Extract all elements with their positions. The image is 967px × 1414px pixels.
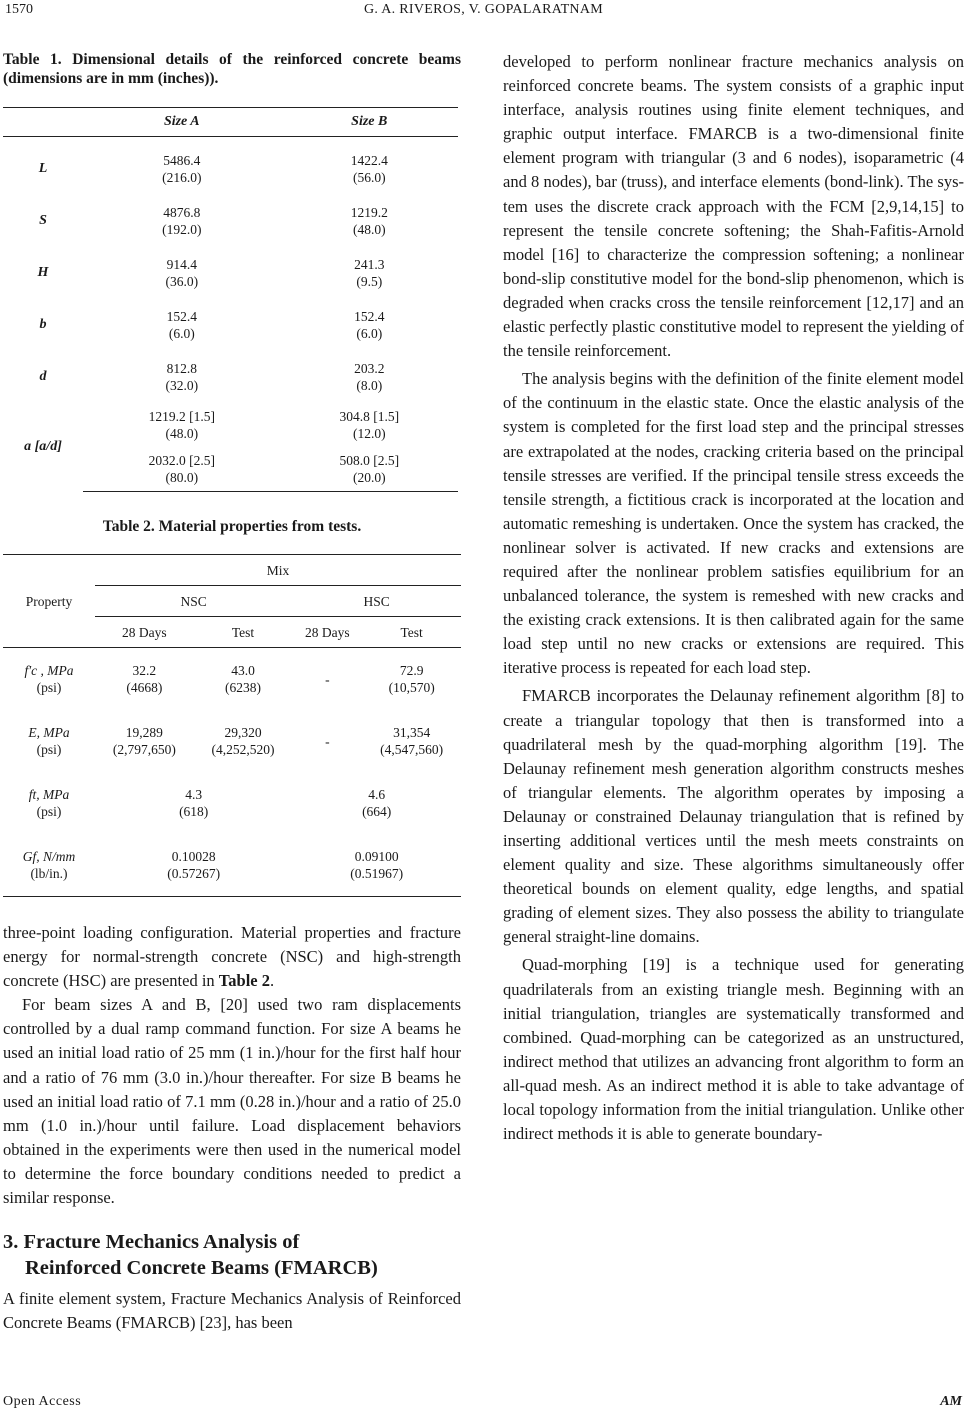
table2-property-header: Property — [3, 555, 95, 648]
table1-caption: Table 1. Dimensional details of the reinforced concrete beams (dimensions are in mm (inches)). — [3, 51, 461, 87]
table2-cell: 29,320 (4,252,520) — [211, 725, 275, 757]
table2-prop-ft: ft, MPa (psi) — [28, 787, 70, 819]
table2-caption: Table 2. Material properties from tests. — [102, 518, 362, 535]
table2-cell: - — [325, 671, 330, 687]
table2-sub-header: 28 Days — [95, 617, 194, 648]
table2 — [3, 554, 461, 897]
table1-cell: 2032.0 [2.5] (80.0) — [83, 447, 281, 492]
table1-row-label: H — [37, 265, 49, 280]
table2-row — [3, 834, 461, 897]
table1-cell: 203.2 (8.0) — [354, 361, 385, 393]
right-column — [503, 50, 964, 1146]
table2-hsc-header: HSC — [292, 586, 461, 617]
table2-cell: 31,354 (4,547,560) — [380, 725, 444, 757]
right-paragraph-1: developed to perform nonlinear fracture mechanics analysis on reinforced concrete beams. The system consists of a graphic input interface, analysis routines using finite element techniques, and graphic output interface. FMARCB is a two-dimensional finite element program with triangular (3 and 6 nodes), isoparametric (4 and 8 nodes), bar (truss), and interface elements (bond-link). The system uses the discrete crack approach with the FCM [2,9,14,15] to represent the tensile concrete softening; the Shah-Fafitis-Arnold model [16] to characterize the compression softening; a nonlinear bond-slip constitutive model for the bond-slip phenomenon, which is degraded when cracks cross the tensile reinforcement [12,17] and an elastic perfectly plastic constitutive model to represent the yielding of the tensile reinforcement. — [503, 52, 964, 361]
table1-col-size-a: Size A — [83, 108, 281, 137]
table1-row-label: d — [39, 369, 47, 384]
table1-cell: 508.0 [2.5] (20.0) — [281, 447, 458, 492]
table2-nsc-header: NSC — [95, 586, 292, 617]
table2-prop-gf: Gf, N/mm (lb/in.) — [3, 834, 95, 897]
footer-journal: AM — [940, 1394, 962, 1409]
table2-cell: - — [325, 733, 330, 749]
table2-sub-header: Test — [194, 617, 293, 648]
right-paragraph-4: Quad-morphing [19] is a technique used for generating quadrilaterals from an existing triangle mesh. Beginning with an initial triangulation, triangles are systematically transformed and combined. Quad-morphing can be categorized as an unstructured, indirect method that utilizes an advancing front algorithm to form an all-quad mesh. As an indirect method it is able to take advantage of local topology information from the initial triangulation. Unlike other indirect methods it is able to generate boundary- — [503, 955, 964, 1144]
table1-row — [3, 299, 458, 351]
table1-row — [3, 351, 458, 403]
page-number: 1570 — [5, 2, 33, 17]
table2-prop-e: E, MPa (psi) — [28, 725, 70, 757]
table2-cell: 0.09100 (0.51967) — [292, 834, 461, 897]
table2-mix-header: Mix — [95, 555, 461, 586]
table2-cell: 19,289 (2,797,650) — [112, 725, 176, 757]
section-heading: 3. Fracture Mechanics Analysis of Reinforced Concrete Beams (FMARCB) — [3, 1231, 378, 1280]
table1-cell: 1422.4 (56.0) — [350, 153, 388, 185]
left-paragraph-1: three-point loading configuration. Material properties and fracture energy for normal-strength concrete (NSC) and high-strength concrete (HSC) are presented in Table 2. — [3, 923, 461, 991]
table2-reference: Table 2 — [218, 971, 270, 991]
table1-row — [3, 247, 458, 299]
table1-cell: 1219.2 (48.0) — [350, 205, 388, 237]
table2-sub-header: 28 Days — [292, 617, 362, 648]
table2-cell: 4.3 (618) — [179, 787, 209, 819]
table2-cell: 4.6 (664) — [362, 787, 392, 819]
table1-cell: 152.4 (6.0) — [166, 309, 197, 341]
left-paragraph-2: For beam sizes A and B, [20] used two ram displacements controlled by a dual ramp command function. For size A beams he used an initial load ratio of 25 mm (1 in.)/hour for the first half hour and a ratio of 76 mm (3.0 in.)/hour thereafter. For size B beams he used an initial load ratio of 7.1 mm (0.28 in.)/hour and a ratio of 25.0 mm (1.0 in.)/hour until failure. Load displacement behaviors obtained in the experiments were then used in the numerical model to determine the force boundary conditions needed to predict a similar response. — [3, 995, 461, 1208]
table2-row — [3, 772, 461, 834]
running-head: G. A. RIVEROS, V. GOPALARATNAM — [363, 2, 603, 17]
table1-row-label: b — [39, 317, 47, 332]
table1-row-label: S — [39, 213, 47, 228]
table1-cell: 304.8 [1.5] (12.0) — [339, 409, 400, 441]
table1-row — [3, 403, 458, 447]
table1-corner — [3, 108, 83, 137]
table1-cell: 241.3 (9.5) — [354, 257, 385, 289]
left-paragraph-3: A finite element system, Fracture Mechanics Analysis of Reinforced Concrete Beams (FMARCB) [23], has been — [3, 1289, 461, 1333]
table1-cell: 4876.8 (192.0) — [162, 205, 202, 237]
footer-open-access: Open Access — [3, 1394, 82, 1409]
table1-row — [3, 195, 458, 247]
table2-sub-header: Test — [362, 617, 461, 648]
table2-cell: 0.10028 (0.57267) — [95, 834, 292, 897]
table2-cell: 72.9 (10,570) — [388, 663, 435, 695]
right-paragraph-2: The analysis begins with the definition of the finite element model of the continuum in the elastic state. Once the elastic analysis of the system is completed for the first load step and the principal stresses are extrapolated at the nodes, cracking criteria based on the principal tensile stresses are verified. If the principal tensile stress exceeds the tensile strength, a fictitious crack is incorporated at the location and automatic remeshing is undertaken. Once the system has cracked, the nonlinear solver is activated. If new cracks and extensions are required after the nonlinear problem satisfies equilibrium for an unbalanced tolerance, the system is remeshed with new cracks and the existing crack extensions. It is then calibrated again for the same load step until no new cracks or extensions are required. This iterative process is repeated for each load step. — [503, 369, 964, 678]
table2-row — [3, 648, 461, 711]
table2-row — [3, 710, 461, 772]
table1-row — [3, 137, 458, 196]
table2-cell: 43.0 (6238) — [225, 663, 262, 695]
table2-cell: 32.2 (4668) — [126, 663, 163, 695]
table1-row-label-ad: a [a/d] — [24, 439, 62, 455]
table2-prop-fc: f′c , MPa (psi) — [24, 663, 74, 695]
table1-cell: 1219.2 [1.5] (48.0) — [148, 409, 215, 441]
table1-cell: 152.4 (6.0) — [354, 309, 385, 341]
table1-col-size-b: Size B — [281, 108, 458, 137]
right-paragraph-3: FMARCB incorporates the Delaunay refinement algorithm [8] to create a triangular topology that then is transformed into a quadrilateral mesh by the quad-morphing algorithm [19]. The Delaunay refinement mesh generation algorithm constructs meshes of triangular elements. The algorithm operates by imposing a Delaunay or constrained Delaunay triangulation that is refined by inserting additional vertices until the mesh meets constraints on element quality and size. These algorithms simultaneously offer theoretical bounds on element quality, edge lengths, and spatial grading of element sizes. They also possess the ability to triangulate general straight-line domains. — [503, 686, 964, 947]
left-column — [3, 50, 461, 1335]
table1-cell: 914.4 (36.0) — [165, 257, 199, 289]
table1-row-label: L — [38, 161, 48, 176]
table1-cell: 812.8 (32.0) — [165, 361, 199, 393]
table1 — [3, 107, 458, 492]
table1-cell: 5486.4 (216.0) — [162, 153, 202, 185]
